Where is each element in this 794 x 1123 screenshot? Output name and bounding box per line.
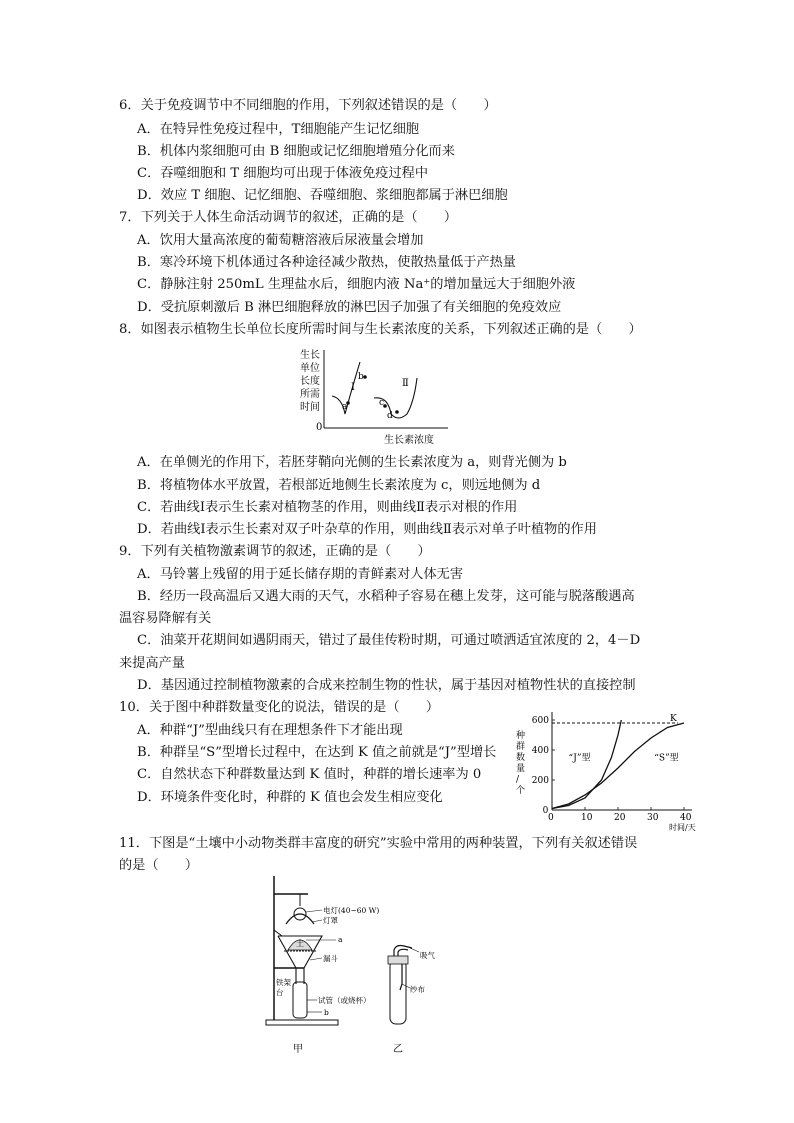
suck-pipe-2	[398, 949, 408, 956]
q9-option-b-line1: B．经历一段高温后又遇大雨的天气，水稻种子容易在穗上发芽，这可能与脱落酸遇高	[137, 589, 635, 604]
q8-point-d	[395, 410, 399, 414]
q9-option-d: D．基因通过控制植物激素的合成来控制生物的性状，属于基因对植物性状的直接控制	[137, 678, 636, 693]
q8-ylabel-2: 长度	[300, 376, 320, 387]
x-axis-title: 时间/天	[669, 823, 696, 832]
q9-stem: 9．下列有关植物激素调节的叙述，正确的是（ ）	[119, 544, 431, 559]
q8-option-c: C．若曲线Ⅰ表示生长素对植物茎的作用，则曲线Ⅱ表示对根的作用	[137, 500, 518, 515]
q7-option-b: B．寒冷环境下机体通过各种途径减少散热，使散热量低于产热量	[137, 255, 516, 270]
aspirator-stopper	[388, 956, 408, 964]
q11-apparatus-figure	[262, 872, 452, 1060]
x-tick-label: 40	[680, 813, 692, 823]
y-tick-label: 0	[542, 806, 549, 816]
x-tick-label: 30	[647, 813, 659, 823]
q10-ylabel-0: 种	[516, 731, 526, 741]
x-tick-label: 10	[581, 813, 593, 823]
q9-option-c-line2: 来提高产量	[119, 656, 185, 671]
q7-option-a: A．饮用大量高浓度的葡萄糖溶液后尿液量会增加	[137, 233, 424, 248]
q10-option-b: B．种群呈“S”型增长过程中，在达到 K 值之前就是“J”型增长	[137, 745, 497, 760]
q8-curve-1-label: Ⅰ	[351, 382, 355, 393]
q8-ylabel-4: 时间	[300, 402, 320, 413]
q8-label-d: d	[387, 411, 393, 421]
q11-stem-line1: 11．下图是“土壤中小动物类群丰富度的研究”实验中常用的两种装置，下列有关叙述错误	[119, 836, 638, 851]
q6-option-b: B．机体内浆细胞可由 B 细胞或记忆细胞增殖分化而来	[137, 144, 455, 159]
q8-ylabel-1: 单位	[300, 363, 320, 374]
series-s-label: “S”型	[654, 753, 679, 764]
q11-stem-line2: 的是（ ）	[119, 858, 199, 873]
tube-label: 试管（或烧杯）	[318, 996, 371, 1005]
q6-option-d: D．效应 T 细胞、记忆细胞、吞噬细胞、浆细胞都属于淋巴细胞	[137, 188, 508, 203]
k-label: K	[670, 714, 677, 724]
label-line-funnel	[310, 958, 322, 960]
q8-ylabel-0: 生长	[300, 350, 320, 361]
soil-label: 土	[296, 939, 304, 948]
q9-option-c-line1: C．油菜开花期间如遇阴雨天，错过了最佳传粉时期，可通过喷洒适宜浓度的 2，4－D	[137, 633, 641, 648]
q10-ylabel-1: 群	[516, 742, 526, 752]
series-j-label: “J”型	[568, 753, 591, 764]
q6-option-a: A．在特异性免疫过程中，T细胞能产生记忆细胞	[137, 122, 420, 137]
gauze-label: 纱布	[410, 985, 425, 994]
suck-label: 吸气	[420, 951, 435, 960]
lamp-label: 电灯(40~60 W)	[323, 906, 380, 915]
label-line-suck	[410, 948, 419, 952]
suction-pipe	[394, 946, 412, 957]
caption-yi: 乙	[393, 1044, 403, 1055]
stand-label-2: 台	[276, 988, 284, 997]
q8-ylabel-3: 所需	[300, 389, 320, 400]
q9-option-a: A．马铃薯上残留的用于延长储存期的青鲜素对人体无害	[137, 567, 464, 582]
q8-option-d: D．若曲线Ⅰ表示生长素对双子叶杂草的作用，则曲线Ⅱ表示对单子叶植物的作用	[137, 522, 597, 537]
y-tick-label: 600	[531, 716, 549, 726]
q8-option-a: A．在单侧光的作用下，若胚芽鞘向光侧的生长素浓度为 a，则背光侧为 b	[137, 455, 567, 470]
b-label: b	[324, 1008, 329, 1017]
lamp-shade	[286, 914, 314, 924]
series-j-curve	[552, 720, 621, 809]
q10-ylabel-3: 量	[516, 764, 526, 774]
q10-stem: 10．关于图中种群数量变化的说法，错误的是（ ）	[119, 700, 440, 715]
q10-option-d: D．环境条件变化时，种群的 K 值也会发生相应变化	[137, 790, 443, 805]
q8-origin: 0	[316, 422, 323, 433]
q8-label-a: a	[342, 402, 348, 412]
stand-base	[266, 1020, 338, 1025]
funnel-label: 漏斗	[323, 954, 338, 963]
q10-ylabel-5: 个	[516, 786, 526, 796]
label-line-shade	[312, 920, 322, 922]
q8-stem: 8．如图表示植物生长单位长度所需时间与生长素浓度的关系，下列叙述正确的是（ ）	[119, 322, 642, 337]
q8-label-b: b	[358, 372, 364, 382]
q8-curve-2-label: Ⅱ	[402, 378, 409, 389]
test-tube	[293, 982, 307, 1018]
intake-pipe	[400, 964, 402, 990]
y-tick-label: 200	[531, 776, 549, 786]
q8-xlabel: 生长素浓度	[384, 435, 434, 446]
q10-option-a: A．种群“J”型曲线只有在理想条件下才能出现	[137, 723, 403, 738]
q7-stem: 7．下列关于人体生命活动调节的叙述，正确的是（ ）	[119, 210, 458, 225]
y-tick-label: 400	[531, 746, 549, 756]
q8-growth-graph	[292, 348, 452, 446]
q6-stem: 6．关于免疫调节中不同细胞的作用，下列叙述错误的是（ ）	[119, 98, 497, 113]
x-tick-label: 20	[614, 813, 626, 823]
q10-option-c: C．自然状态下种群数量达到 K 值时，种群的增长速率为 0	[137, 767, 482, 782]
q8-label-c: c	[379, 398, 385, 408]
q6-option-c: C．吞噬细胞和 T 细胞均可出现于体液免疫过程中	[137, 166, 429, 181]
q8-option-b: B．将植物体水平放置，若根部近地侧生长素浓度为 c，则远地侧为 d	[137, 478, 541, 493]
stand-label-1: 铁架	[276, 978, 291, 987]
q10-ylabel-4: /	[516, 775, 520, 785]
q9-option-b-line2: 温容易降解有关	[119, 611, 212, 626]
funnel-rim-l	[274, 930, 282, 936]
x-tick-label: 0	[548, 813, 554, 823]
a-label: a	[338, 935, 343, 944]
label-line-lamp	[306, 910, 322, 912]
q10-ylabel-2: 数	[516, 753, 526, 763]
q7-option-c: C．静脉注射 250mL 生理盐水后，细胞内液 Na⁺的增加量远大于细胞外液	[137, 277, 576, 292]
shade-label: 灯罩	[323, 916, 338, 925]
caption-jia: 甲	[293, 1044, 303, 1055]
aspirator-tube	[390, 960, 406, 1024]
q7-option-d: D．受抗原刺激后 B 淋巴细胞释放的淋巴因子加强了有关细胞的免疫效应	[137, 300, 562, 315]
q10-population-chart	[512, 702, 712, 834]
